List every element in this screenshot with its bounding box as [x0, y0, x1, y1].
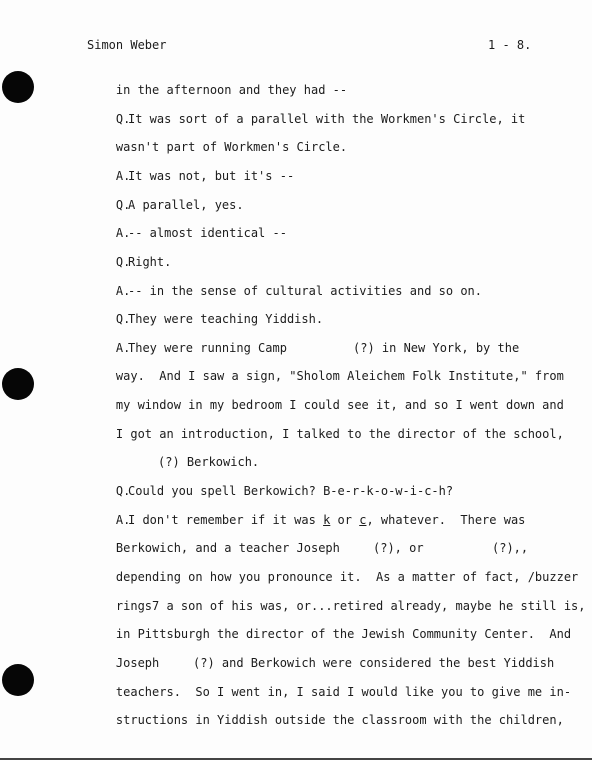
transcript-line: Q. They were teaching Yiddish.: [115, 312, 324, 326]
transcript-line: wasn't part of Workmen's Circle.: [115, 140, 348, 154]
transcript-line: structions in Yiddish outside the classroom with the children,: [115, 713, 564, 727]
speaker-label: A.: [115, 226, 131, 240]
transcript-line: (?) Berkowich.: [158, 455, 260, 469]
punch-hole: [2, 71, 34, 103]
transcript-line: my window in my bedroom I could see it, and so I went down and: [115, 398, 564, 412]
transcript-line: rings7 a son of his was, or...retired already, maybe he still is,: [115, 599, 586, 613]
transcript-line: A. -- almost identical --: [115, 226, 287, 240]
speaker-label: A.: [115, 341, 131, 355]
speaker-label: Q.: [115, 112, 131, 126]
transcript-line: depending on how you pronounce it. As a matter of fact, /buzzer: [115, 570, 579, 584]
page-number: 1 - 8.: [488, 38, 532, 52]
speaker-label: Q.: [115, 198, 131, 212]
punch-hole: [2, 664, 34, 696]
punch-hole: [2, 368, 34, 400]
interviewee-name: Simon Weber: [87, 38, 167, 52]
transcript-line: A. I don't remember if it was k or c, whatever. There was: [115, 513, 526, 527]
transcript-line: teachers. So I went in, I said I would like you to give me in-: [115, 685, 572, 699]
transcript-line: Joseph (?) and Berkowich were considered the best Yiddish: [115, 656, 555, 670]
transcript-line: in the afternoon and they had --: [115, 83, 348, 97]
transcript-line: A. -- in the sense of cultural activities and so on.: [115, 284, 483, 298]
speaker-label: A.: [115, 513, 131, 527]
speaker-label: A.: [115, 169, 131, 183]
transcript-line: I got an introduction, I talked to the director of the school,: [115, 427, 564, 441]
transcript-line: Q. It was sort of a parallel with the Workmen's Circle, it: [115, 112, 526, 126]
speaker-label: A.: [115, 284, 131, 298]
transcript-line: Berkowich, and a teacher Joseph (?), or (?),,: [115, 541, 529, 555]
transcript-line: in Pittsburgh the director of the Jewish Community Center. And: [115, 627, 572, 641]
transcript-line: Q. A parallel, yes.: [115, 198, 244, 212]
transcript-line: Q. Right.: [115, 255, 172, 269]
transcript-line: Q. Could you spell Berkowich? B-e-r-k-o-w-i-c-h?: [115, 484, 454, 498]
transcript-line: way. And I saw a sign, "Sholom Aleichem Folk Institute," from: [115, 369, 564, 383]
speaker-label: Q.: [115, 484, 131, 498]
transcript-line: A. They were running Camp (?) in New York, by the: [115, 341, 520, 355]
speaker-label: Q.: [115, 312, 131, 326]
transcript-line: A. It was not, but it's --: [115, 169, 295, 183]
speaker-label: Q.: [115, 255, 131, 269]
